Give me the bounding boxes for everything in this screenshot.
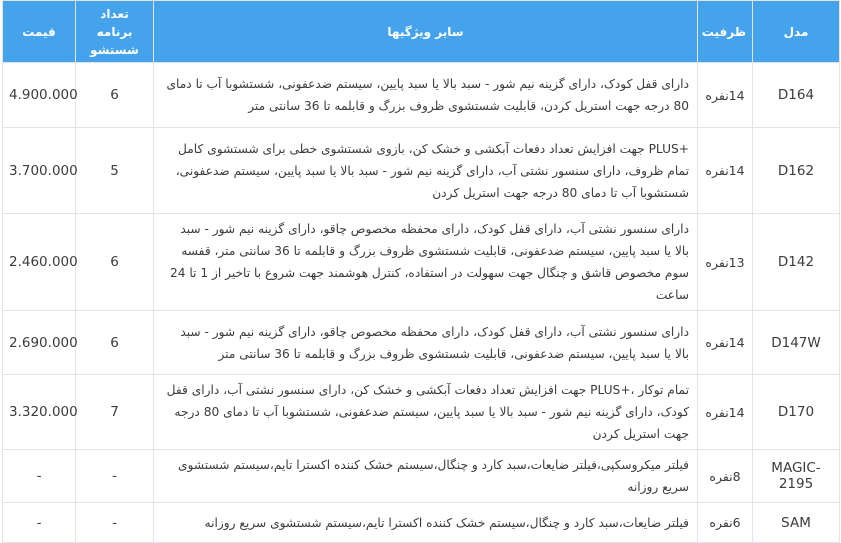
cell-capacity: 14نفره bbox=[698, 311, 753, 375]
cell-features: فیلتر ضایعات،سبد کارد و چنگال،سیستم خشک کننده اکسترا تایم،سیستم شستشوی سریع روزانه bbox=[154, 503, 698, 543]
cell-capacity: 14نفره bbox=[698, 375, 753, 450]
cell-price: - bbox=[3, 503, 76, 543]
cell-price: - bbox=[3, 450, 76, 503]
cell-price: 2.460.000 bbox=[3, 214, 76, 311]
table-row bbox=[3, 128, 840, 214]
header-capacity: ظرفیت bbox=[698, 1, 753, 63]
cell-features: تمام توکار ،+PLUS جهت افزایش تعداد دفعات آبکشی و خشک کن، دارای سنسور نشتی آب، دارای قفل کودک، دارای گزینه نیم شور - سبد بالا یا سبد پایین، سیستم ضدعفونی، شستشوبا آب تا دمای 80 درجه جهت استریل کردن bbox=[154, 375, 698, 450]
cell-features: دارای سنسور نشتی آب، دارای قفل کودک، دارای محفظه مخصوص چاقو، دارای گزینه نیم شور - سبد بالا یا سبد پایین، سیستم ضدعفونی، قابلیت شستشوی ظروف بزرگ و قابلمه تا 36 سانتی متر bbox=[154, 311, 698, 375]
cell-price: 3.320.000 bbox=[3, 375, 76, 450]
cell-capacity: 14نفره bbox=[698, 63, 753, 128]
cell-programs: 6 bbox=[76, 311, 154, 375]
product-table-container bbox=[2, 0, 839, 543]
cell-model: MAGIC-2195 bbox=[753, 450, 840, 503]
header-model: مدل bbox=[753, 1, 840, 63]
cell-programs: - bbox=[76, 503, 154, 543]
cell-programs: - bbox=[76, 450, 154, 503]
header-programs: تعداد برنامه شستشو bbox=[76, 1, 154, 63]
table-row bbox=[3, 63, 840, 128]
table-row bbox=[3, 375, 840, 450]
cell-price: 2.690.000 bbox=[3, 311, 76, 375]
table-row bbox=[3, 450, 840, 503]
cell-capacity: 13نفره bbox=[698, 214, 753, 311]
cell-price: 4.900.000 bbox=[3, 63, 76, 128]
cell-features: +PLUS جهت افزایش تعداد دفعات آبکشی و خشک کن، بازوی شستشوی خطی برای شستشوی کامل تمام ظروف، دارای سنسور نشتی آب، دارای گزینه نیم شور - سبد بالا یا سبد پایین، سیستم ضدعفونی، شستشوبا آب تا دمای 80 درجه جهت استریل کردن bbox=[154, 128, 698, 214]
cell-price: 3.700.000 bbox=[3, 128, 76, 214]
cell-model: D162 bbox=[753, 128, 840, 214]
cell-features: دارای سنسور نشتی آب، دارای قفل کودک، دارای محفظه مخصوص چاقو، دارای گزینه نیم شور - سبد بالا یا سبد پایین، سیستم ضدعفونی، قابلیت شستشوی ظروف بزرگ و قابلمه تا 36 سانتی متر، قفسه سوم مخصوص قاشق و چنگال جهت سهولت در استفاده، کنترل هوشمند جهت شروع با تاخیر از 1 تا 24 ساعت bbox=[154, 214, 698, 311]
cell-capacity: 8نفره bbox=[698, 450, 753, 503]
cell-features: دارای قفل کودک، دارای گزینه نیم شور - سبد بالا یا سبد پایین، سیستم ضدعفونی، شستشوبا آب تا دمای 80 درجه جهت استریل کردن، قابلیت شستشوی ظروف بزرگ و قابلمه تا 36 سانتی متر bbox=[154, 63, 698, 128]
cell-capacity: 14نفره bbox=[698, 128, 753, 214]
cell-model: SAM bbox=[753, 503, 840, 543]
cell-model: D170 bbox=[753, 375, 840, 450]
dishwasher-price-table bbox=[2, 0, 840, 543]
header-features: سایر ویژگیها bbox=[154, 1, 698, 63]
cell-programs: 7 bbox=[76, 375, 154, 450]
cell-capacity: 6نفره bbox=[698, 503, 753, 543]
cell-programs: 5 bbox=[76, 128, 154, 214]
cell-features: فیلتر میکروسکپی،فیلتر ضایعات،سبد کارد و چنگال،سیستم خشک کننده اکسترا تایم،سیستم شستشوی سریع روزانه bbox=[154, 450, 698, 503]
table-row bbox=[3, 311, 840, 375]
header-price: قیمت bbox=[3, 1, 76, 63]
cell-programs: 6 bbox=[76, 214, 154, 311]
cell-model: D142 bbox=[753, 214, 840, 311]
cell-programs: 6 bbox=[76, 63, 154, 128]
table-header-row bbox=[3, 1, 840, 63]
cell-model: D164 bbox=[753, 63, 840, 128]
table-row bbox=[3, 214, 840, 311]
cell-model: D147W bbox=[753, 311, 840, 375]
